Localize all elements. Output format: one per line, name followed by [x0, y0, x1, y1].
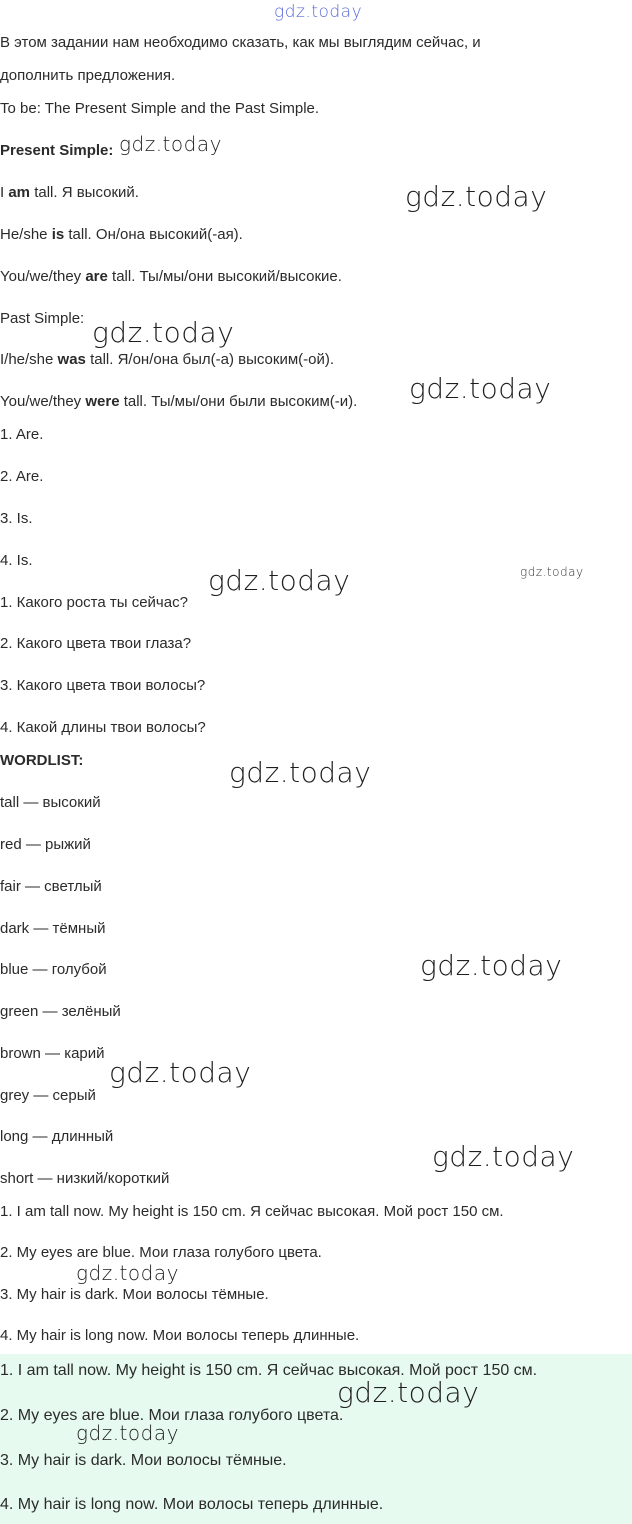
- question-item: 2. Какого цвета твои глаза?: [0, 635, 192, 652]
- past-row-1-rest: tall. Я/он/она был(-а) высоким(-ой).: [85, 351, 335, 368]
- present-row-3-verb: are: [85, 268, 108, 285]
- answer-item: 2. Are.: [0, 468, 44, 485]
- watermark-logo: gdz.today: [420, 949, 563, 982]
- present-row-2-verb: is: [51, 226, 65, 243]
- sentence-answer: 1. I am tall now. My height is 150 cm. Я сейчас высокая. Мой рост 150 см.: [0, 1203, 504, 1220]
- sentence-answer: 2. My eyes are blue. Мои глаза голубого цвета.: [0, 1244, 322, 1261]
- past-row-1: [0, 351, 334, 369]
- past-row-2-subject: You/we/they: [0, 393, 86, 410]
- present-row-1-verb: am: [8, 184, 31, 201]
- present-row-3-subject: You/we/they: [0, 268, 86, 285]
- watermark-logo: gdz.today: [229, 756, 372, 789]
- answer-item: 1. Are.: [0, 426, 44, 443]
- watermark-logo: gdz.today: [432, 1140, 575, 1173]
- watermark-logo: gdz.today: [109, 1056, 252, 1089]
- wordlist-item: fair — светлый: [0, 878, 102, 895]
- wordlist-item: dark — тёмный: [0, 920, 106, 937]
- answer-item: 3. Is.: [0, 510, 33, 527]
- highlighted-answer: 4. My hair is long now. Мои волосы теперь длинные.: [0, 1496, 384, 1513]
- wordlist-item: blue — голубой: [0, 961, 107, 978]
- watermark-logo: gdz.today: [337, 1376, 480, 1409]
- present-row-2: [0, 226, 243, 244]
- wordlist-item: long — длинный: [0, 1128, 114, 1145]
- watermark-logo: gdz.today: [119, 132, 222, 156]
- present-row-1-rest: tall. Я высокий.: [30, 184, 139, 201]
- present-row-3: [0, 268, 342, 286]
- watermark-logo: gdz.today: [76, 1261, 179, 1285]
- wordlist-item: grey — серый: [0, 1087, 96, 1104]
- watermark-logo: gdz.today: [405, 180, 548, 213]
- intro-line-1: В этом задании нам необходимо сказать, как мы выглядим сейчас, и: [0, 34, 481, 51]
- present-row-3-rest: tall. Ты/мы/они высокий/высокие.: [107, 268, 342, 285]
- answer-item: 4. Is.: [0, 552, 33, 569]
- intro-line-2: дополнить предложения.: [0, 67, 176, 84]
- wordlist-heading: WORDLIST:: [0, 752, 84, 769]
- highlighted-answer: 1. I am tall now. My height is 150 cm. Я сейчас высокая. Мой рост 150 см.: [0, 1362, 538, 1379]
- present-row-1: [0, 184, 139, 202]
- intro-line-3: To be: The Present Simple and the Past Simple.: [0, 100, 320, 117]
- sentence-answer: 4. My hair is long now. Мои волосы теперь длинные.: [0, 1327, 360, 1344]
- wordlist-item: red — рыжий: [0, 836, 91, 853]
- present-simple-heading: Present Simple:: [0, 142, 114, 159]
- watermark-logo: gdz.today: [274, 2, 363, 22]
- watermark-logo: gdz.today: [76, 1421, 179, 1445]
- watermark-logo: gdz.today: [520, 565, 584, 579]
- sentence-answer: 3. My hair is dark. Мои волосы тёмные.: [0, 1286, 269, 1303]
- watermark-logo: gdz.today: [208, 564, 351, 597]
- question-item: 3. Какого цвета твои волосы?: [0, 677, 206, 694]
- watermark-logo: gdz.today: [92, 316, 235, 349]
- present-row-1-subject: I: [0, 184, 9, 201]
- past-row-2-verb: were: [85, 393, 120, 410]
- present-row-2-subject: He/she: [0, 226, 52, 243]
- wordlist-item: green — зелёный: [0, 1003, 121, 1020]
- question-item: 1. Какого роста ты сейчас?: [0, 594, 188, 611]
- watermark-logo: gdz.today: [409, 372, 552, 405]
- question-item: 4. Какой длины твои волосы?: [0, 719, 206, 736]
- past-simple-heading: Past Simple:: [0, 310, 85, 327]
- past-row-1-subject: I/he/she: [0, 351, 58, 368]
- past-row-2-rest: tall. Ты/мы/они были высоким(-и).: [119, 393, 358, 410]
- past-row-2: [0, 393, 357, 411]
- wordlist-item: brown — карий: [0, 1045, 105, 1062]
- highlighted-answer: 2. My eyes are blue. Мои глаза голубого цвета.: [0, 1407, 344, 1424]
- present-row-2-rest: tall. Он/она высокий(-ая).: [64, 226, 243, 243]
- past-row-1-verb: was: [57, 351, 86, 368]
- wordlist-item: short — низкий/короткий: [0, 1170, 170, 1187]
- highlighted-answer: 3. My hair is dark. Мои волосы тёмные.: [0, 1452, 287, 1469]
- wordlist-item: tall — высокий: [0, 794, 101, 811]
